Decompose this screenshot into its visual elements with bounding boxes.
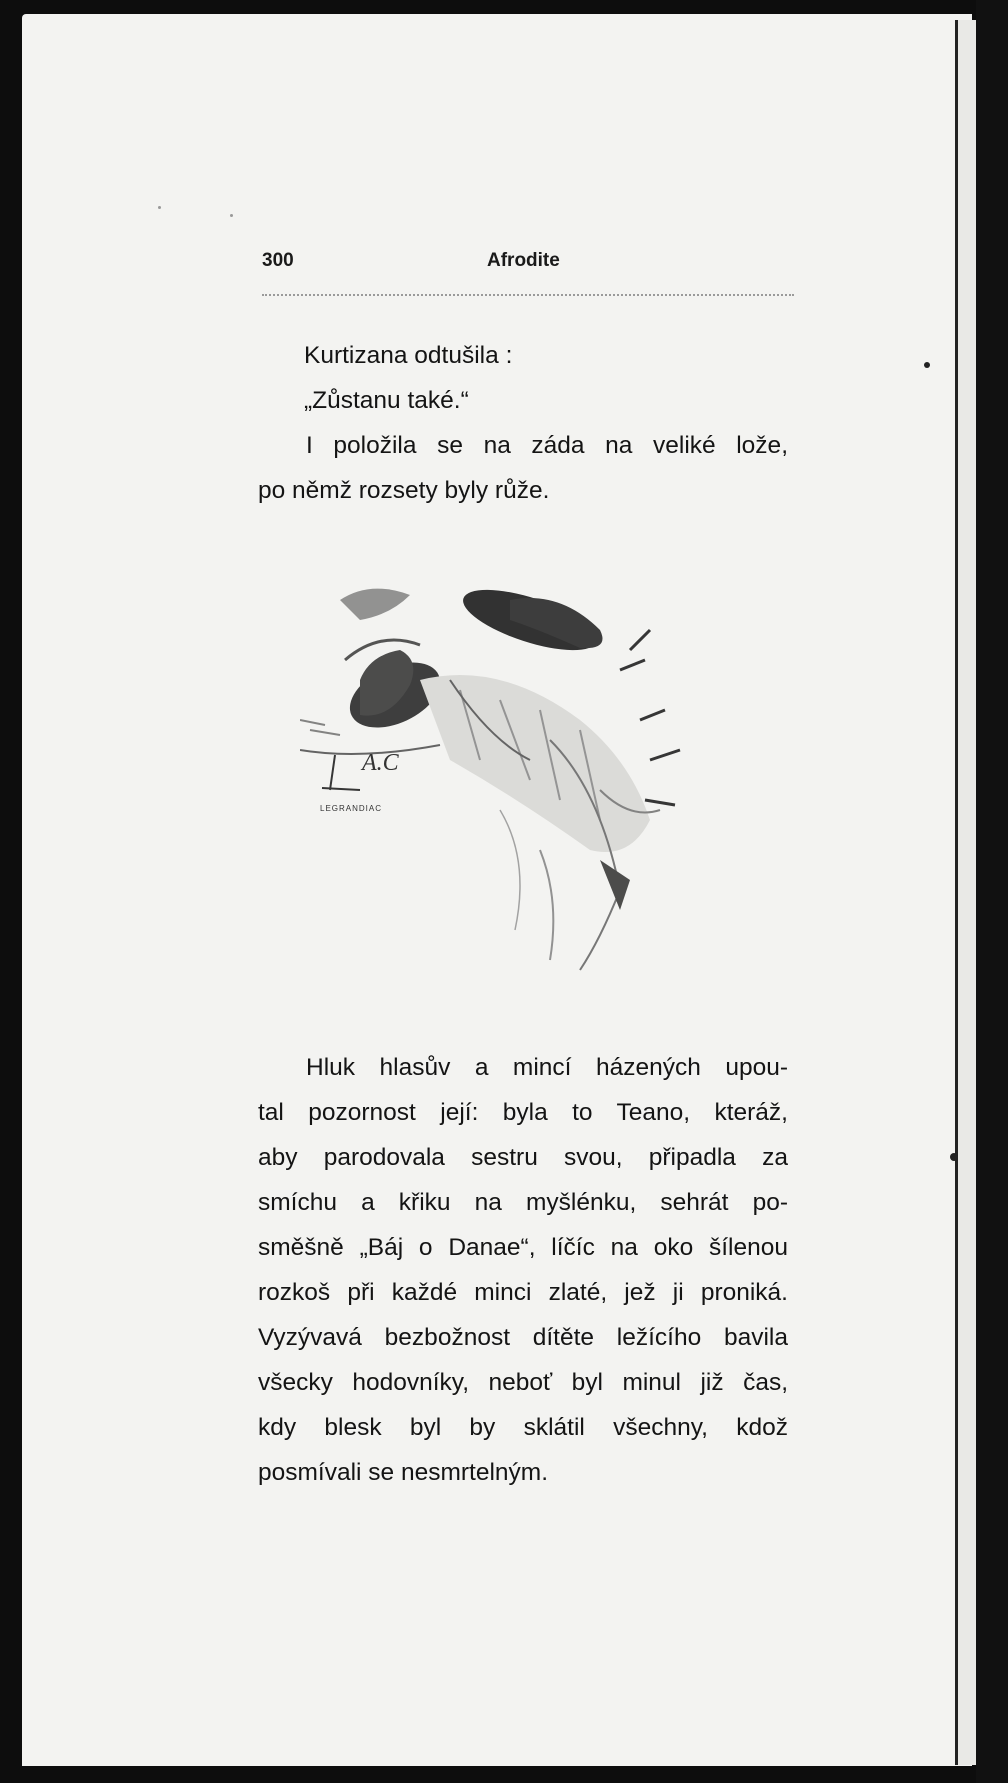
illustration-signature: A.C (362, 750, 399, 776)
page-edge (955, 20, 976, 1765)
text-line: aby parodovala sestru svou, připadla za (258, 1144, 788, 1171)
page-header (262, 250, 794, 280)
text-line: směšně „Báj o Danae“, líčíc na oko šílenou (258, 1234, 788, 1261)
text-line: po němž rozsety byly růže. (258, 477, 550, 504)
paragraph-1 (258, 333, 788, 513)
scan-speck (230, 214, 233, 217)
scan-speck (924, 362, 930, 368)
scan-speck (950, 1153, 958, 1161)
text-line: smíchu a křiku na myšlénku, sehrát po- (258, 1189, 788, 1216)
text-line: Vyzývavá bezbožnost dítěte ležícího bavila (258, 1324, 788, 1351)
text-line: posmívali se nesmrtelným. (258, 1459, 549, 1486)
illustration-caption: LEGRANDIAC (320, 804, 383, 813)
running-title: Afrodite (487, 250, 560, 271)
paragraph-2 (258, 1045, 788, 1495)
illustration-reclining-woman (300, 560, 780, 1000)
text-line: kdy blesk byl by sklátil všechny, kdož (258, 1414, 788, 1441)
illustration-drawing (300, 577, 680, 970)
text-line: Kurtizana odtušila : (304, 342, 513, 369)
text-line: „Zůstanu také.“ (304, 387, 469, 414)
scan-speck (158, 206, 161, 209)
page-number: 300 (262, 250, 294, 271)
text-line: rozkoš při každé minci zlaté, jež ji proniká. (258, 1279, 788, 1306)
text-line: Hluk hlasův a mincí házených upou- (306, 1054, 788, 1081)
text-line: tal pozornost její: byla to Teano, kteráž, (258, 1099, 788, 1126)
scan-border (976, 0, 1008, 1783)
text-line: I položila se na záda na veliké lože, (306, 432, 788, 459)
text-line: všecky hodovníky, neboť byl minul již čas, (258, 1369, 788, 1396)
header-rule (262, 294, 794, 296)
